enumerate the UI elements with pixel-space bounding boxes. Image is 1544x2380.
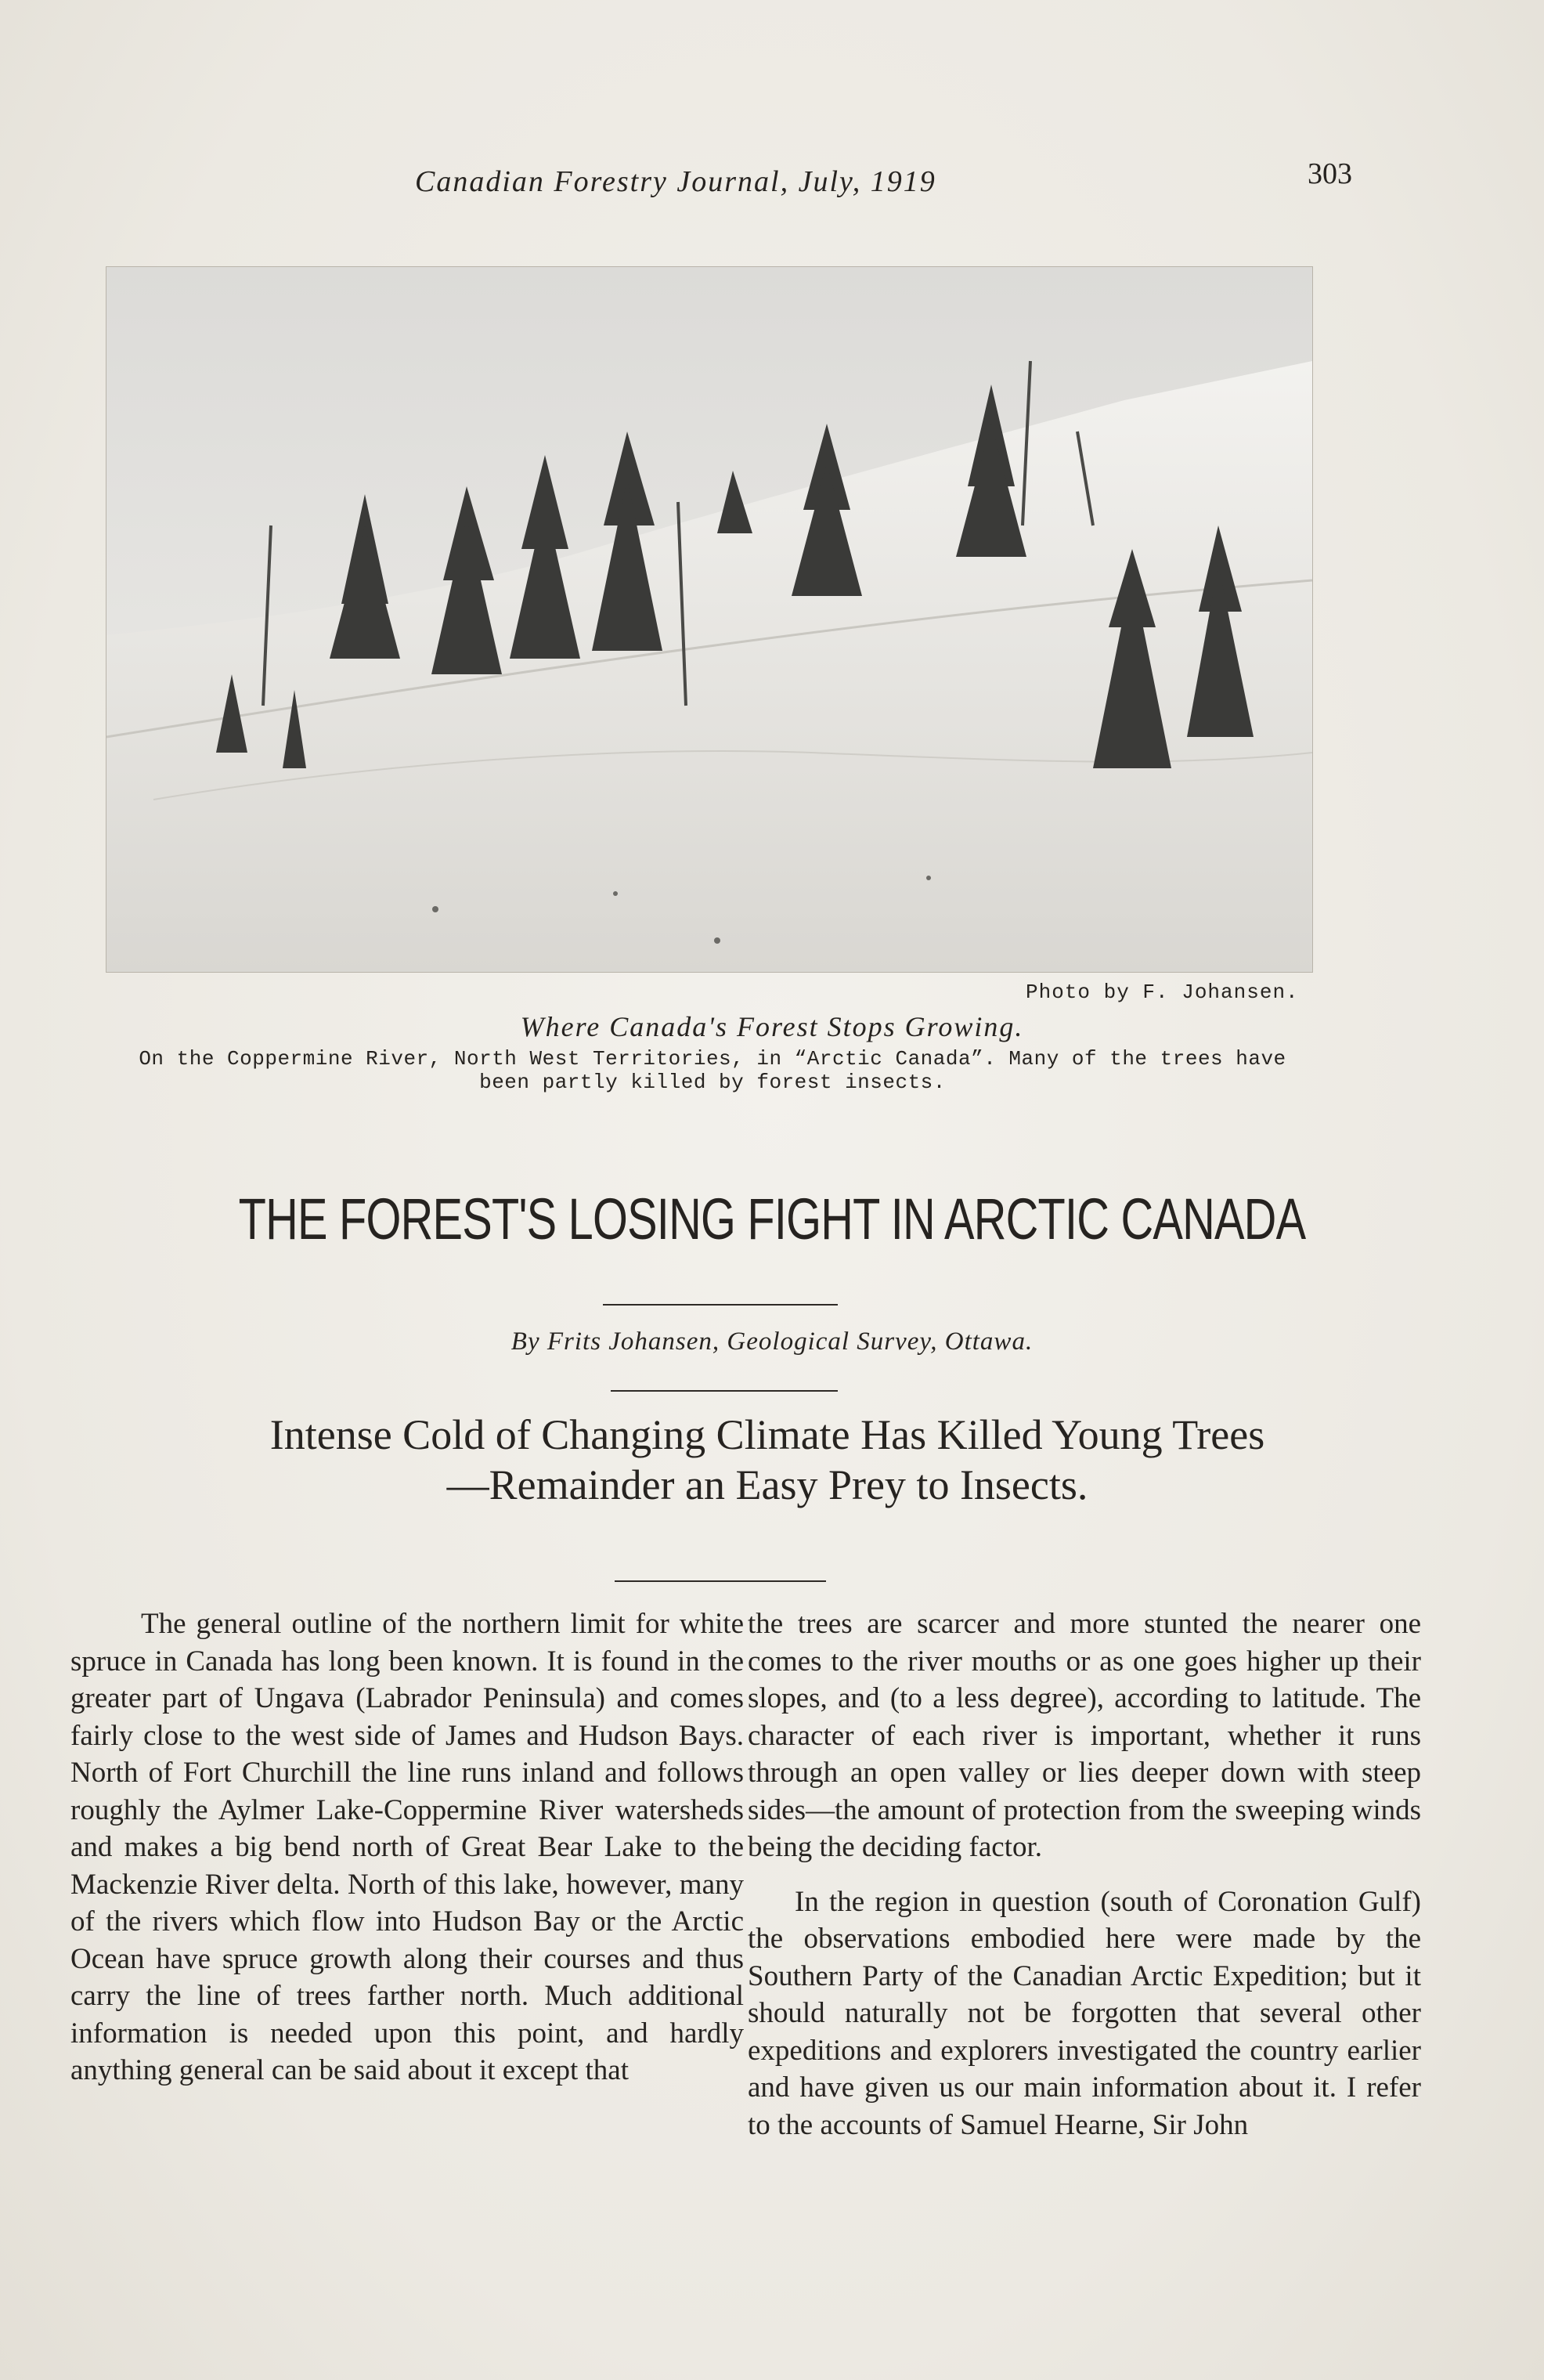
body-column-right — [748, 1605, 1421, 2143]
page-number: 303 — [1308, 157, 1352, 190]
body-column-left — [70, 1605, 744, 2089]
article-headline: THE FOREST'S LOSING FIGHT IN ARCTIC CANADA — [238, 1186, 1306, 1251]
article-deck: Intense Cold of Changing Climate Has Killed Young Trees—Remainder an Easy Prey to Insects. — [269, 1411, 1265, 1508]
caption-text: On the Coppermine River, North West Territories, in “Arctic Canada”. Many of the trees have been partly killed by forest insects. — [139, 1047, 1286, 1094]
paragraph: The general outline of the northern limit for white spruce in Canada has long been known. It is found in the greater part of Ungava (Labrador Peninsula) and comes fairly close to the west side of James and Hudson Bays. North of Fort Churchill the line runs inland and follows roughly the Aylmer Lake-Coppermine River watersheds and makes a big bend north of Great Bear Lake to the Mackenzie River delta. North of this lake, however, many of the rivers which flow into Hudson Bay or the Arctic Ocean have spruce growth along their courses and thus carry the line of trees farther north. Much additional information is needed upon this point, and hardly anything general can be said about it except that — [70, 1608, 744, 2086]
paragraph: the trees are scarcer and more stunted the nearer one comes to the river mouths or as one goes higher up their slopes, and (to a less degree), according to latitude. The character of each river is important, whether it runs through an open valley or lies deeper down with steep sides—the amount of protection from the sweeping winds being the deciding factor. — [748, 1608, 1421, 1863]
running-head: Canadian Forestry Journal, July, 1919 — [415, 165, 936, 198]
photo-illustration — [106, 267, 1312, 972]
divider-rule — [615, 1580, 826, 1582]
article-byline: By Frits Johansen, Geological Survey, Ottawa. — [510, 1327, 1034, 1356]
caption-title: Where Canada's Forest Stops Growing. — [520, 1011, 1024, 1042]
divider-rule — [603, 1304, 838, 1306]
divider-rule — [611, 1390, 838, 1392]
paragraph: In the region in question (south of Coronation Gulf) the observations embodied here were made by the Southern Party of the Canadian Arctic Expedition; but it should naturally not be forgotten that several other expeditions and explorers investigated the country earlier and have given us our main information about it. I refer to the accounts of Samuel Hearne, Sir John — [748, 1885, 1421, 2141]
photograph — [106, 266, 1313, 973]
photo-credit: Photo by F. Johansen. — [1026, 981, 1299, 1004]
